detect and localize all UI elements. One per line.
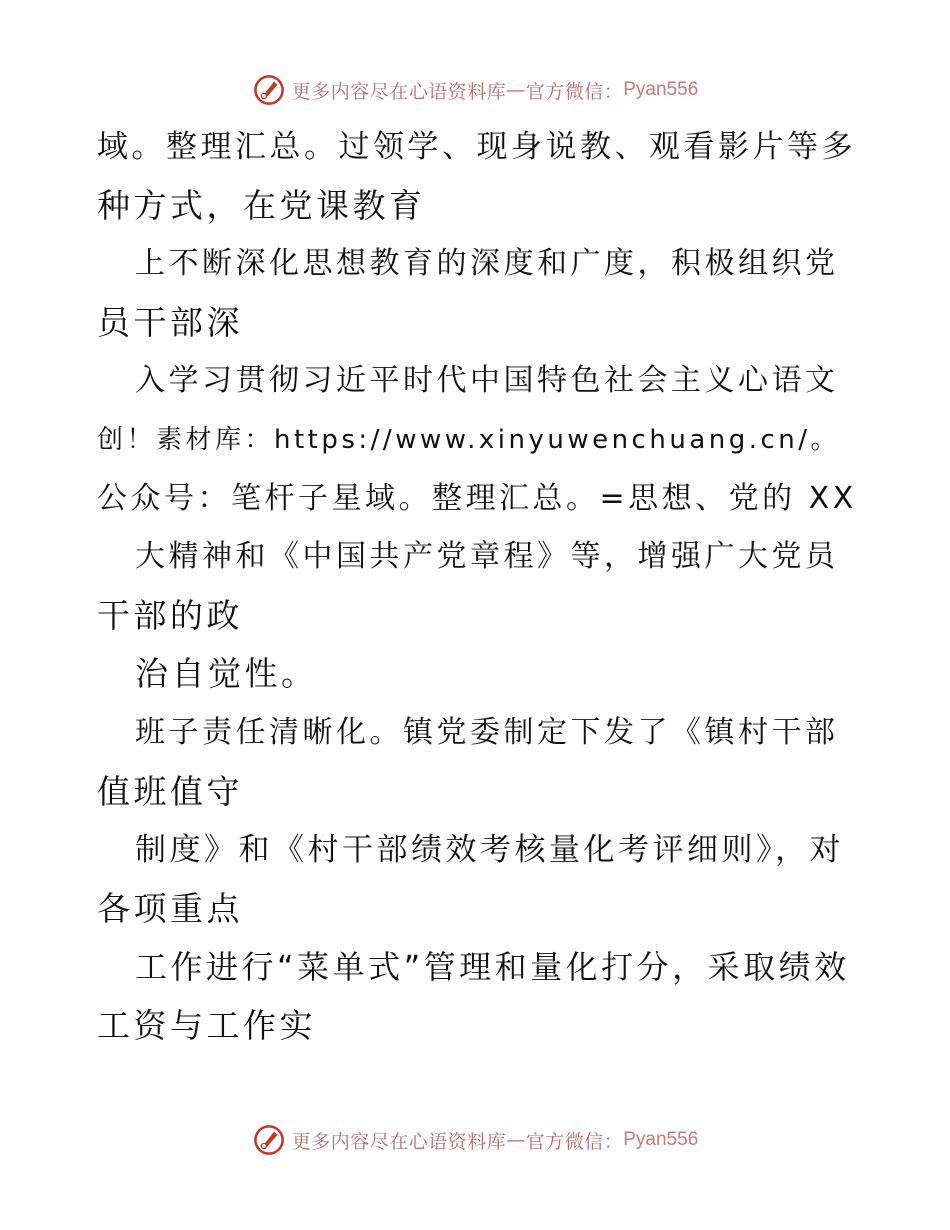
watermark-official: 官方微信： xyxy=(525,1130,624,1153)
text-line: 上不断深化思想教育的深度和广度，积极组织党 xyxy=(135,246,839,282)
watermark-text: 更多内容尽在心语资料库 xyxy=(291,1130,507,1153)
watermark-text: 更多内容尽在心语资料库 xyxy=(291,80,507,103)
text-line: 入学习贯彻习近平时代中国特色社会主义心语文 xyxy=(135,363,839,399)
text-line: 干部的政 xyxy=(97,595,243,635)
text-line: 大精神和《中国共产党章程》等，增强广大党员 xyxy=(135,539,839,575)
header-watermark xyxy=(0,70,950,110)
text-line-url: 创！素材库：https://www.xinyuwenchuang.cn/。 xyxy=(97,424,841,455)
watermark-official: 官方微信： xyxy=(525,80,624,103)
text-line: 域。整理汇总。过领学、现身说教、观看影片等多 xyxy=(97,129,856,165)
pen-logo-icon xyxy=(252,73,286,107)
pen-logo-icon xyxy=(252,1123,286,1157)
text-line: 员干部深 xyxy=(97,302,243,342)
footer-watermark xyxy=(0,1120,950,1160)
watermark-id: Pyan556 xyxy=(623,79,699,100)
text-line: 工作进行“菜单式”管理和量化打分，采取绩效 xyxy=(135,948,850,987)
text-line: 治自觉性。 xyxy=(135,654,318,694)
text-line: 班子责任清晰化。镇党委制定下发了《镇村干部 xyxy=(135,714,839,750)
text-line: 工资与工作实 xyxy=(97,1005,316,1045)
watermark-separator: — xyxy=(506,1129,526,1151)
text-line: 各项重点 xyxy=(97,888,243,928)
text-line: 种方式，在党课教育 xyxy=(97,185,426,225)
watermark-id: Pyan556 xyxy=(623,1129,699,1150)
text-line: 公众号：笔杆子星域。整理汇总。=思想、党的 XX xyxy=(97,480,857,516)
text-line: 值班值守 xyxy=(97,771,243,811)
document-body xyxy=(97,118,857,1056)
watermark-separator: — xyxy=(506,79,526,101)
text-line: 制度》和《村干部绩效考核量化考评细则》，对 xyxy=(135,832,844,869)
